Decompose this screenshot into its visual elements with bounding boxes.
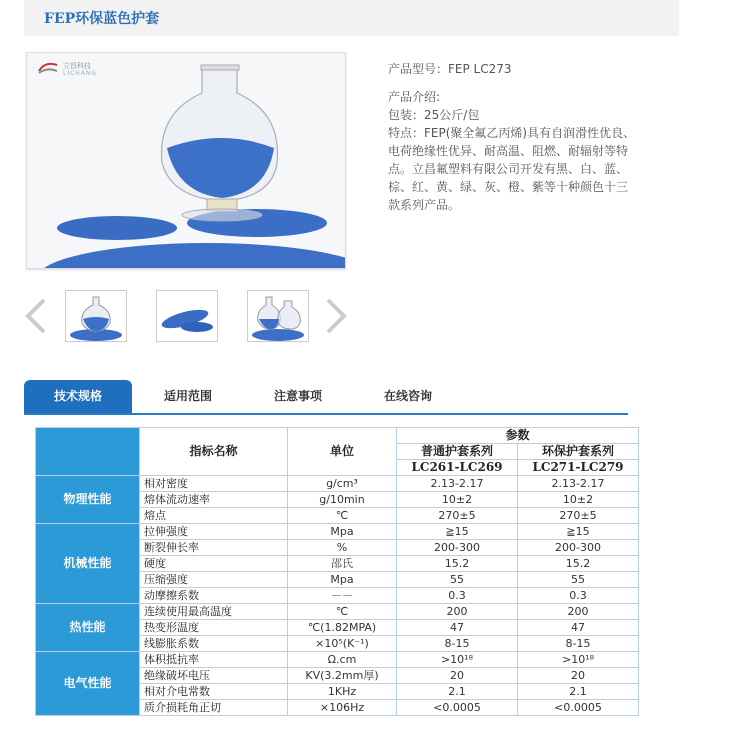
property-unit: Mpa: [288, 524, 397, 540]
category-cell: 机械性能: [36, 524, 140, 604]
table-row: [36, 476, 639, 492]
series1-value: 200: [397, 604, 518, 620]
series2-value: 2.1: [518, 684, 639, 700]
property-name: 动摩擦系数: [140, 588, 288, 604]
header-name: 指标名称: [140, 428, 288, 476]
property-unit: Ω.cm: [288, 652, 397, 668]
thumbnail-1[interactable]: [65, 290, 127, 342]
property-name: 相对介电常数: [140, 684, 288, 700]
series2-value: 47: [518, 620, 639, 636]
header-series1-range: LC261-LC269: [397, 460, 518, 476]
series2-value: 8-15: [518, 636, 639, 652]
thumbnail-2[interactable]: [156, 290, 218, 342]
property-name: 绝缘破坏电压: [140, 668, 288, 684]
series2-value: 200-300: [518, 540, 639, 556]
series2-value: <0.0005: [518, 700, 639, 716]
series1-value: 0.3: [397, 588, 518, 604]
product-feature-line: 款系列产品。: [388, 198, 461, 212]
product-feature-line: 点。立昌氟塑料有限公司开发有黑、白、蓝、: [388, 162, 629, 176]
property-name: 压缩强度: [140, 572, 288, 588]
logo: 立昌科技 LICHANG: [37, 59, 117, 79]
series1-value: 8-15: [397, 636, 518, 652]
main-product-photo[interactable]: [26, 52, 346, 269]
series1-value: 2.1: [397, 684, 518, 700]
property-name: 硬度: [140, 556, 288, 572]
header-param: 参数: [397, 428, 639, 444]
series2-value: 10±2: [518, 492, 639, 508]
category-cell: 热性能: [36, 604, 140, 652]
property-unit: ×106Hz: [288, 700, 397, 716]
series2-value: 2.13-2.17: [518, 476, 639, 492]
property-unit: －－: [288, 588, 397, 604]
product-package: 包装：25公斤/包: [388, 108, 480, 122]
chevron-right-icon[interactable]: [324, 296, 348, 336]
property-unit: g/cm³: [288, 476, 397, 492]
series1-value: 2.13-2.17: [397, 476, 518, 492]
category-cell: 物理性能: [36, 476, 140, 524]
property-unit: g/10min: [288, 492, 397, 508]
series1-value: 15.2: [397, 556, 518, 572]
thumbnail-3[interactable]: [247, 290, 309, 342]
property-name: 熔体流动速率: [140, 492, 288, 508]
product-feature-line: 特点：FEP(聚全氟乙丙烯)具有自润滑性优良、: [388, 126, 636, 140]
product-feature-line: 电荷绝缘性优异、耐高温、阻燃、耐辐射等特: [388, 144, 629, 158]
category-cell: 电气性能: [36, 652, 140, 716]
property-unit: ×10⁵(K⁻¹): [288, 636, 397, 652]
tab-applications[interactable]: 适用范围: [163, 389, 212, 403]
property-unit: Mpa: [288, 572, 397, 588]
tab-notes[interactable]: 注意事项: [273, 389, 322, 403]
series1-value: 270±5: [397, 508, 518, 524]
header-unit: 单位: [288, 428, 397, 476]
property-unit: 1KHz: [288, 684, 397, 700]
tab-consult[interactable]: 在线咨询: [383, 389, 432, 403]
header-series2-range: LC271-LC279: [518, 460, 639, 476]
property-unit: KV(3.2mm厚): [288, 668, 397, 684]
table-row: [36, 604, 639, 620]
series2-value: 0.3: [518, 588, 639, 604]
property-name: 热变形温度: [140, 620, 288, 636]
tab-specs[interactable]: 技术规格: [24, 380, 132, 413]
series2-value: 20: [518, 668, 639, 684]
tab-bar: [24, 380, 628, 415]
header-series2: 环保护套系列: [518, 444, 639, 460]
series1-value: <0.0005: [397, 700, 518, 716]
series2-value: 200: [518, 604, 639, 620]
property-name: 连续使用最高温度: [140, 604, 288, 620]
title-bar: [24, 0, 679, 36]
series1-value: 10±2: [397, 492, 518, 508]
series1-value: 55: [397, 572, 518, 588]
series2-value: 55: [518, 572, 639, 588]
property-name: 断裂伸长率: [140, 540, 288, 556]
header-series1: 普通护套系列: [397, 444, 518, 460]
series1-value: 200-300: [397, 540, 518, 556]
series2-value: >10¹⁸: [518, 652, 639, 668]
page-title: FEP环保蓝色护套: [44, 11, 160, 27]
table-row: [36, 524, 639, 540]
property-unit: ℃: [288, 508, 397, 524]
series2-value: 15.2: [518, 556, 639, 572]
property-name: 拉伸强度: [140, 524, 288, 540]
property-name: 相对密度: [140, 476, 288, 492]
series1-value: ≧15: [397, 524, 518, 540]
chevron-left-icon[interactable]: [24, 296, 48, 336]
series1-value: >10¹⁸: [397, 652, 518, 668]
table-row: [36, 652, 639, 668]
product-info: [388, 60, 678, 214]
flask-pellets-image: [27, 53, 345, 268]
product-model: 产品型号：FEP LC273: [388, 62, 512, 76]
series1-value: 47: [397, 620, 518, 636]
property-name: 体积抵抗率: [140, 652, 288, 668]
series2-value: 270±5: [518, 508, 639, 524]
property-unit: ℃: [288, 604, 397, 620]
product-intro-label: 产品介绍:: [388, 90, 441, 104]
property-name: 线膨胀系数: [140, 636, 288, 652]
spec-table: [35, 427, 639, 716]
series2-value: ≧15: [518, 524, 639, 540]
property-name: 质介损耗角正切: [140, 700, 288, 716]
property-unit: %: [288, 540, 397, 556]
property-unit: ℃(1.82MPA): [288, 620, 397, 636]
property-name: 熔点: [140, 508, 288, 524]
series1-value: 20: [397, 668, 518, 684]
thumbnail-strip: [24, 288, 354, 346]
product-feature-line: 棕、红、黄、绿、灰、橙、紫等十种颜色十三: [388, 180, 629, 194]
property-unit: 邵氏: [288, 556, 397, 572]
